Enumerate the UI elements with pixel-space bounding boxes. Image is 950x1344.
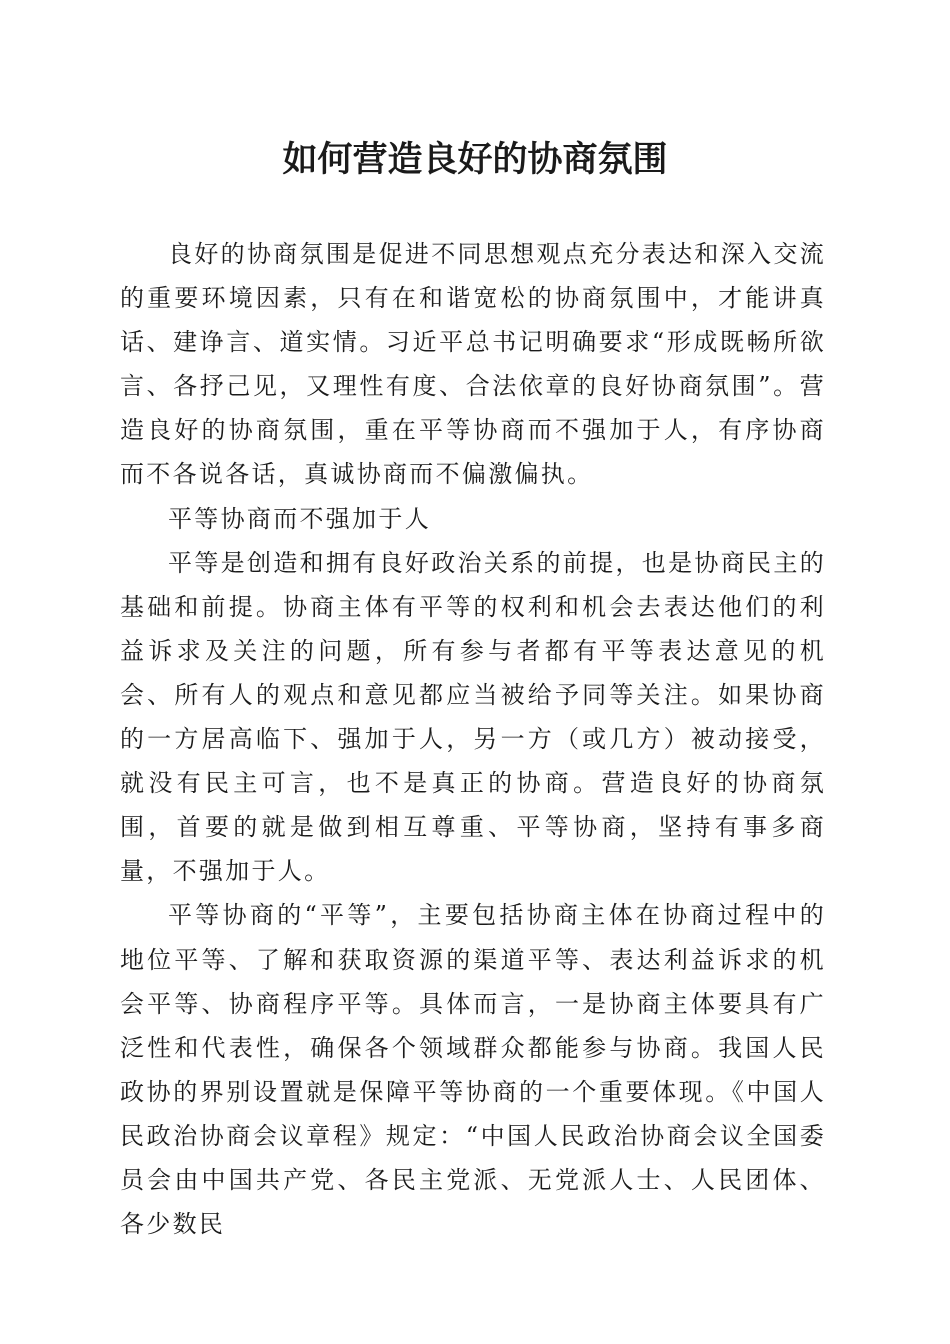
paragraph-equality: 平等是创造和拥有良好政治关系的前提，也是协商民主的基础和前提。协商主体有平等的权利和机会去表达他们的利益诉求及关注的问题，所有参与者都有平等表达意见的机会、所有人的观点和意见都应当被给予同等关注。如果协商的一方居高临下、强加于人，另一方（或几方）被动接受，就没有民主可言，也不是真正的协商。营造良好的协商氛围，首要的就是做到相互尊重、平等协商，坚持有事多商量，不强加于人。: [120, 548, 826, 886]
document-body: [120, 232, 826, 1246]
paragraph-intro: 良好的协商氛围是促进不同思想观点充分表达和深入交流的重要环境因素，只有在和谐宽松的协商氛围中，才能讲真话、建诤言、道实情。习近平总书记明确要求“形成既畅所欲言、各抒己见，又理性有度、合法依章的良好协商氛围”。营造良好的协商氛围，重在平等协商而不强加于人，有序协商而不各说各话，真诚协商而不偏激偏执。: [120, 240, 826, 489]
document-title: 如何营造良好的协商氛围: [282, 139, 668, 180]
paragraph-equality-detail: 平等协商的“平等”，主要包括协商主体在协商过程中的地位平等、了解和获取资源的渠道平等、表达利益诉求的机会平等、协商程序平等。具体而言，一是协商主体要具有广泛性和代表性，确保各个领域群众都能参与协商。我国人民政协的界别设置就是保障平等协商的一个重要体现。《中国人民政治协商会议章程》规定：“中国人民政治协商会议全国委员会由中国共产党、各民主党派、无党派人士、人民团体、各少数民: [120, 901, 826, 1239]
section-heading: 平等协商而不强加于人: [168, 504, 431, 533]
